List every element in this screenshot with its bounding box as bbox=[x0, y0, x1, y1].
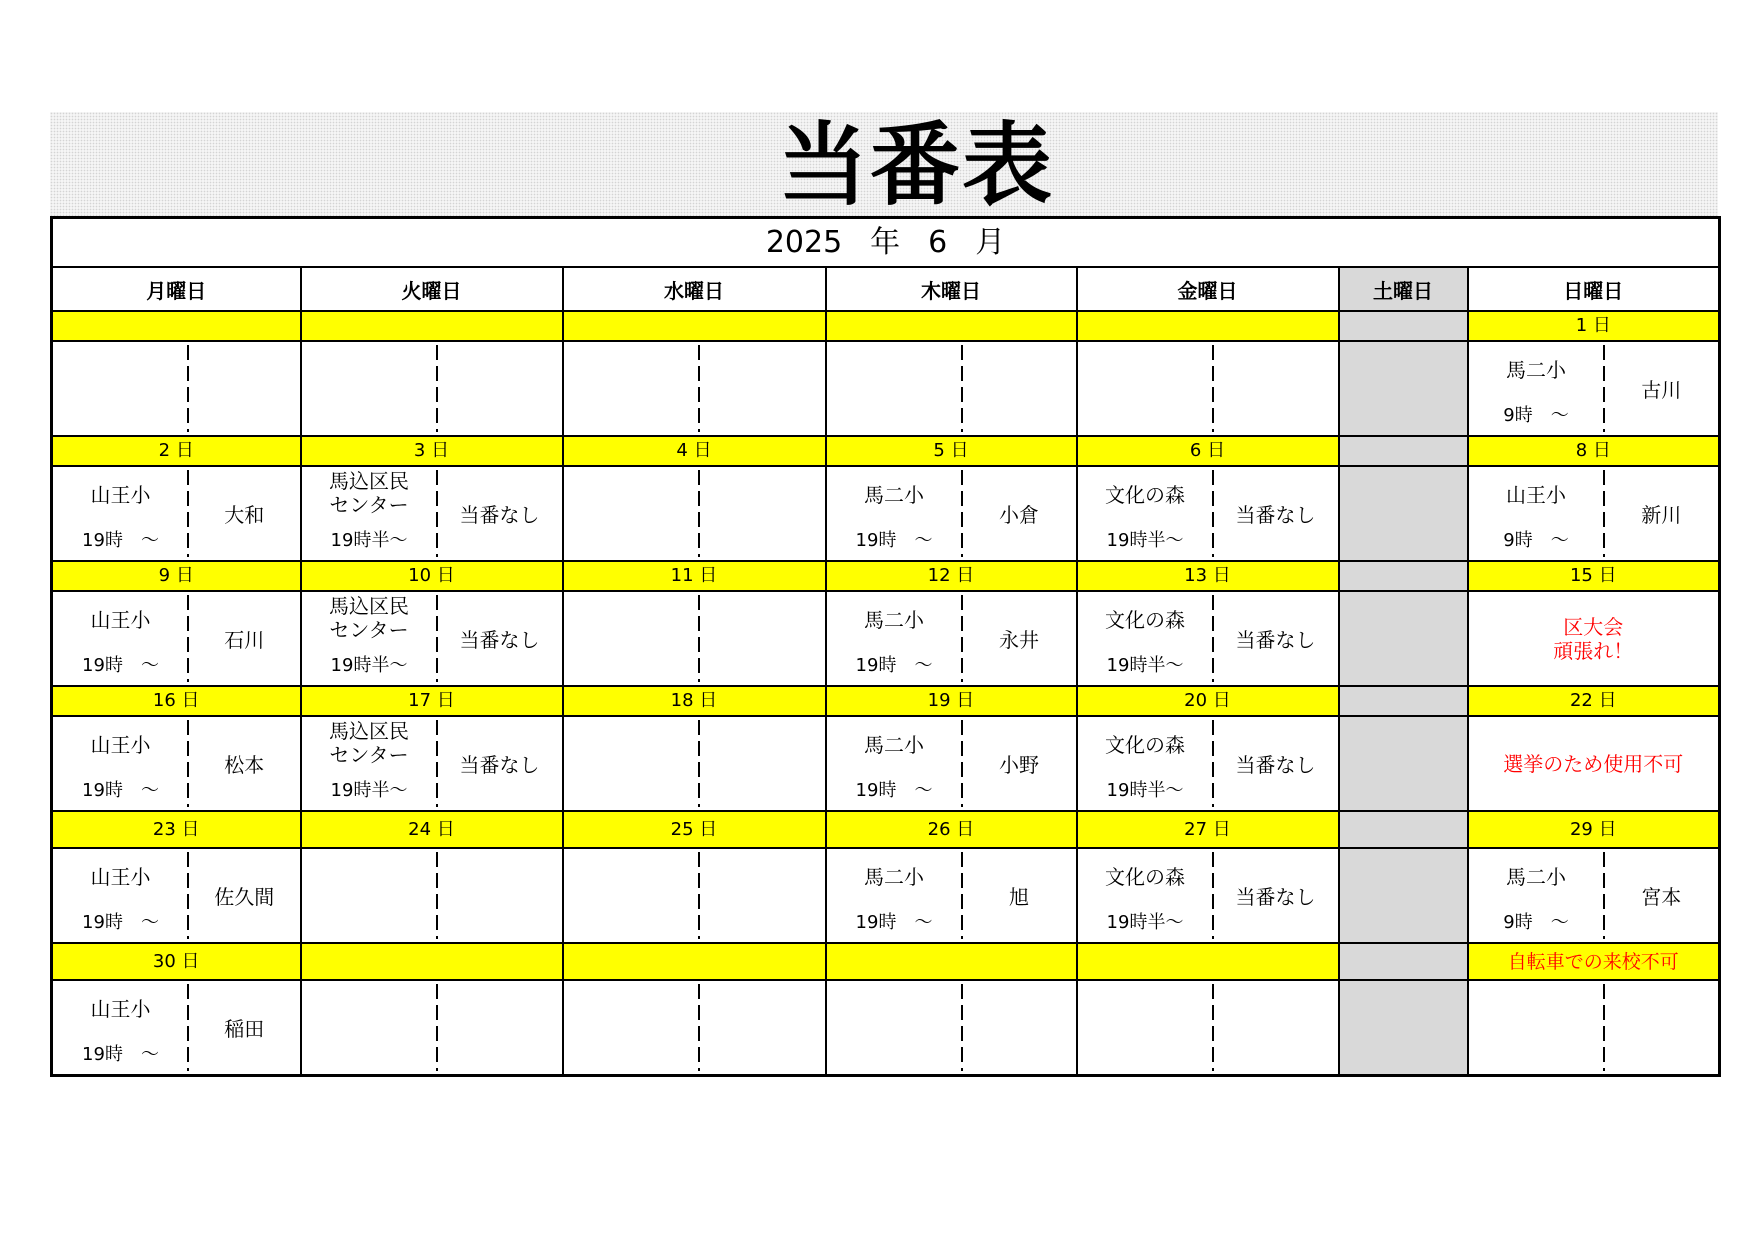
dashed-divider bbox=[698, 720, 700, 807]
date-cell-mon: 9 日 bbox=[52, 561, 301, 591]
duty-cell-sun bbox=[1468, 716, 1720, 811]
duty-location: 山王小 bbox=[90, 997, 151, 1021]
notice-text: 区大会 頑張れ！ bbox=[1553, 614, 1634, 663]
date-cell-fri: 20 日 bbox=[1077, 686, 1339, 716]
duty-cell-fri bbox=[1077, 341, 1339, 436]
notice-date-cell: 自転車での来校不可 bbox=[1468, 943, 1720, 980]
date-cell-tue: 24 日 bbox=[301, 811, 563, 848]
saturday-cell bbox=[1339, 716, 1468, 811]
dashed-divider bbox=[961, 984, 963, 1071]
duty-cell-thu bbox=[826, 848, 1077, 943]
duty-time: 19時半～ bbox=[330, 530, 408, 551]
weekday-thu: 木曜日 bbox=[826, 267, 1077, 311]
duty-cell-fri bbox=[1077, 848, 1339, 943]
dashed-divider bbox=[698, 345, 700, 432]
date-cell-sat bbox=[1339, 811, 1468, 848]
date-cell-tue bbox=[301, 311, 563, 341]
duty-row bbox=[52, 341, 1720, 436]
duty-person: 当番なし bbox=[1235, 885, 1316, 909]
duty-cell-wed bbox=[563, 466, 826, 561]
duty-person: 当番なし bbox=[459, 628, 540, 652]
duty-cell-mon bbox=[52, 591, 301, 686]
date-cell-sat bbox=[1339, 561, 1468, 591]
duty-person: 当番なし bbox=[1235, 753, 1316, 777]
weekday-mon: 月曜日 bbox=[52, 267, 301, 311]
duty-cell-wed bbox=[563, 848, 826, 943]
date-cell-thu: 19 日 bbox=[826, 686, 1077, 716]
duty-cell-tue bbox=[301, 591, 563, 686]
date-cell-wed: 18 日 bbox=[563, 686, 826, 716]
page-title: 当番表 bbox=[778, 113, 1054, 218]
date-cell-sat bbox=[1339, 943, 1468, 980]
date-row bbox=[52, 311, 1720, 341]
title-band bbox=[50, 112, 1718, 216]
duty-cell-wed bbox=[563, 591, 826, 686]
year-month-heading bbox=[52, 218, 1720, 268]
date-row bbox=[52, 436, 1720, 466]
duty-location: 文化の森 bbox=[1105, 608, 1185, 632]
duty-cell-sun bbox=[1468, 591, 1720, 686]
date-cell-sat bbox=[1339, 686, 1468, 716]
date-cell-tue: 17 日 bbox=[301, 686, 563, 716]
weekday-wed: 水曜日 bbox=[563, 267, 826, 311]
duty-cell-wed bbox=[563, 980, 826, 1076]
duty-location: 文化の森 bbox=[1105, 733, 1185, 757]
duty-cell-mon bbox=[52, 341, 301, 436]
duty-cell-thu bbox=[826, 716, 1077, 811]
duty-time: 19時 ～ bbox=[855, 655, 933, 676]
duty-cell-thu bbox=[826, 466, 1077, 561]
date-cell-sun: 8 日 bbox=[1468, 436, 1720, 466]
duty-cell-tue bbox=[301, 466, 563, 561]
duty-cell-wed bbox=[563, 341, 826, 436]
dashed-divider bbox=[1212, 984, 1214, 1071]
date-row bbox=[52, 943, 1720, 980]
duty-person: 当番なし bbox=[459, 753, 540, 777]
duty-cell-sun bbox=[1468, 466, 1720, 561]
duty-person: 古川 bbox=[1641, 378, 1682, 402]
duty-location: 馬二小 bbox=[864, 608, 924, 632]
duty-row bbox=[52, 716, 1720, 811]
month-value: 6 bbox=[928, 224, 948, 260]
date-cell-tue bbox=[301, 943, 563, 980]
duty-cell-fri bbox=[1077, 591, 1339, 686]
saturday-cell bbox=[1339, 980, 1468, 1076]
date-cell-sun: 29 日 bbox=[1468, 811, 1720, 848]
year-month-row bbox=[52, 218, 1720, 268]
duty-cell-mon bbox=[52, 848, 301, 943]
month-unit: 月 bbox=[975, 224, 1006, 260]
duty-location: 山王小 bbox=[90, 865, 151, 889]
duty-location: 山王小 bbox=[1506, 483, 1566, 507]
duty-cell-thu bbox=[826, 591, 1077, 686]
weekday-sun: 日曜日 bbox=[1468, 267, 1720, 311]
duty-person: 旭 bbox=[1009, 885, 1029, 909]
dashed-divider bbox=[961, 345, 963, 432]
date-cell-thu bbox=[826, 311, 1077, 341]
duty-person: 当番なし bbox=[1235, 503, 1316, 527]
duty-cell-mon bbox=[52, 466, 301, 561]
dashed-divider bbox=[698, 852, 700, 939]
duty-person: 松本 bbox=[224, 753, 265, 777]
date-cell-fri: 6 日 bbox=[1077, 436, 1339, 466]
duty-cell-mon bbox=[52, 980, 301, 1076]
duty-time: 19時 ～ bbox=[855, 912, 933, 933]
dashed-divider bbox=[698, 470, 700, 557]
duty-location: 山王小 bbox=[90, 608, 151, 632]
duty-cell-fri bbox=[1077, 466, 1339, 561]
date-cell-thu: 26 日 bbox=[826, 811, 1077, 848]
dashed-divider bbox=[698, 595, 700, 682]
duty-cell-fri bbox=[1077, 716, 1339, 811]
duty-location: 馬込区民 センター bbox=[329, 594, 409, 642]
duty-person: 新川 bbox=[1641, 503, 1682, 527]
date-cell-mon: 30 日 bbox=[52, 943, 301, 980]
duty-location: 山王小 bbox=[90, 733, 151, 757]
duty-location: 馬込区民 センター bbox=[329, 719, 409, 767]
duty-cell-sun bbox=[1468, 341, 1720, 436]
date-cell-sun: 15 日 bbox=[1468, 561, 1720, 591]
date-row bbox=[52, 561, 1720, 591]
date-cell-wed: 11 日 bbox=[563, 561, 826, 591]
duty-location: 馬二小 bbox=[864, 865, 924, 889]
year-unit: 年 bbox=[870, 224, 901, 260]
saturday-cell bbox=[1339, 591, 1468, 686]
date-row bbox=[52, 811, 1720, 848]
duty-row bbox=[52, 466, 1720, 561]
saturday-cell bbox=[1339, 466, 1468, 561]
duty-time: 19時半～ bbox=[330, 780, 408, 801]
duty-time: 19時 ～ bbox=[82, 912, 159, 933]
duty-person: 大和 bbox=[224, 503, 265, 527]
duty-row bbox=[52, 980, 1720, 1076]
duty-time: 19時 ～ bbox=[82, 655, 159, 676]
duty-person: 永井 bbox=[999, 628, 1039, 652]
duty-time: 19時半～ bbox=[1106, 912, 1184, 933]
date-cell-sun: 22 日 bbox=[1468, 686, 1720, 716]
duty-cell-tue bbox=[301, 341, 563, 436]
dashed-divider bbox=[436, 345, 438, 432]
saturday-cell bbox=[1339, 341, 1468, 436]
duty-person: 稲田 bbox=[224, 1017, 265, 1041]
date-cell-fri: 27 日 bbox=[1077, 811, 1339, 848]
dashed-divider bbox=[436, 852, 438, 939]
date-cell-mon: 23 日 bbox=[52, 811, 301, 848]
duty-cell-sun bbox=[1468, 848, 1720, 943]
weekday-header-row bbox=[52, 267, 1720, 311]
notice-text: 選挙のため使用不可 bbox=[1503, 751, 1684, 776]
duty-person: 当番なし bbox=[459, 503, 540, 527]
dashed-divider bbox=[436, 984, 438, 1071]
duty-time: 19時半～ bbox=[1106, 530, 1184, 551]
duty-time: 19時 ～ bbox=[82, 780, 159, 801]
duty-row bbox=[52, 848, 1720, 943]
duty-location: 文化の森 bbox=[1105, 865, 1185, 889]
date-cell-mon: 16 日 bbox=[52, 686, 301, 716]
duty-time: 9時 ～ bbox=[1503, 405, 1569, 426]
duty-location: 文化の森 bbox=[1105, 483, 1185, 507]
date-cell-fri: 13 日 bbox=[1077, 561, 1339, 591]
weekday-sat: 土曜日 bbox=[1339, 267, 1468, 311]
date-cell-thu: 12 日 bbox=[826, 561, 1077, 591]
date-cell-wed bbox=[563, 943, 826, 980]
date-cell-mon bbox=[52, 311, 301, 341]
weekday-fri: 金曜日 bbox=[1077, 267, 1339, 311]
weekday-tue: 火曜日 bbox=[301, 267, 563, 311]
duty-cell-sun bbox=[1468, 980, 1720, 1076]
date-cell-wed bbox=[563, 311, 826, 341]
duty-person: 小野 bbox=[999, 753, 1039, 777]
duty-person: 当番なし bbox=[1235, 628, 1316, 652]
duty-time: 19時半～ bbox=[1106, 780, 1184, 801]
date-cell-fri bbox=[1077, 943, 1339, 980]
duty-time: 19時 ～ bbox=[82, 530, 159, 551]
saturday-cell bbox=[1339, 848, 1468, 943]
dashed-divider bbox=[698, 984, 700, 1071]
duty-cell-thu bbox=[826, 980, 1077, 1076]
date-cell-thu bbox=[826, 943, 1077, 980]
duty-location: 馬二小 bbox=[864, 733, 924, 757]
duty-cell-tue bbox=[301, 848, 563, 943]
duty-person: 小倉 bbox=[999, 503, 1039, 527]
date-cell-tue: 10 日 bbox=[301, 561, 563, 591]
date-cell-sun: 1 日 bbox=[1468, 311, 1720, 341]
duty-person: 石川 bbox=[224, 628, 265, 652]
date-cell-thu: 5 日 bbox=[826, 436, 1077, 466]
date-cell-wed: 4 日 bbox=[563, 436, 826, 466]
dashed-divider bbox=[187, 345, 189, 432]
duty-cell-wed bbox=[563, 716, 826, 811]
date-cell-wed: 25 日 bbox=[563, 811, 826, 848]
duty-cell-tue bbox=[301, 716, 563, 811]
duty-location: 馬二小 bbox=[864, 483, 924, 507]
duty-time: 19時半～ bbox=[330, 655, 408, 676]
dashed-divider bbox=[1603, 984, 1605, 1071]
date-row bbox=[52, 686, 1720, 716]
duty-calendar bbox=[50, 216, 1721, 1077]
year-value: 2025 bbox=[765, 224, 843, 260]
duty-location: 馬二小 bbox=[1506, 865, 1566, 889]
duty-time: 19時 ～ bbox=[855, 530, 933, 551]
duty-time: 19時 ～ bbox=[82, 1044, 159, 1065]
duty-time: 9時 ～ bbox=[1503, 530, 1569, 551]
duty-cell-mon bbox=[52, 716, 301, 811]
date-cell-tue: 3 日 bbox=[301, 436, 563, 466]
duty-time: 19時半～ bbox=[1106, 655, 1184, 676]
duty-cell-tue bbox=[301, 980, 563, 1076]
duty-cell-thu bbox=[826, 341, 1077, 436]
duty-person: 佐久間 bbox=[214, 885, 275, 909]
duty-time: 9時 ～ bbox=[1503, 912, 1569, 933]
date-cell-sat bbox=[1339, 311, 1468, 341]
date-cell-fri bbox=[1077, 311, 1339, 341]
duty-row bbox=[52, 591, 1720, 686]
duty-location: 山王小 bbox=[90, 483, 151, 507]
date-cell-mon: 2 日 bbox=[52, 436, 301, 466]
duty-person: 宮本 bbox=[1641, 885, 1682, 909]
duty-cell-fri bbox=[1077, 980, 1339, 1076]
duty-location: 馬込区民 センター bbox=[329, 469, 409, 517]
duty-location: 馬二小 bbox=[1506, 358, 1566, 382]
date-cell-sat bbox=[1339, 436, 1468, 466]
duty-time: 19時 ～ bbox=[855, 780, 933, 801]
dashed-divider bbox=[1212, 345, 1214, 432]
